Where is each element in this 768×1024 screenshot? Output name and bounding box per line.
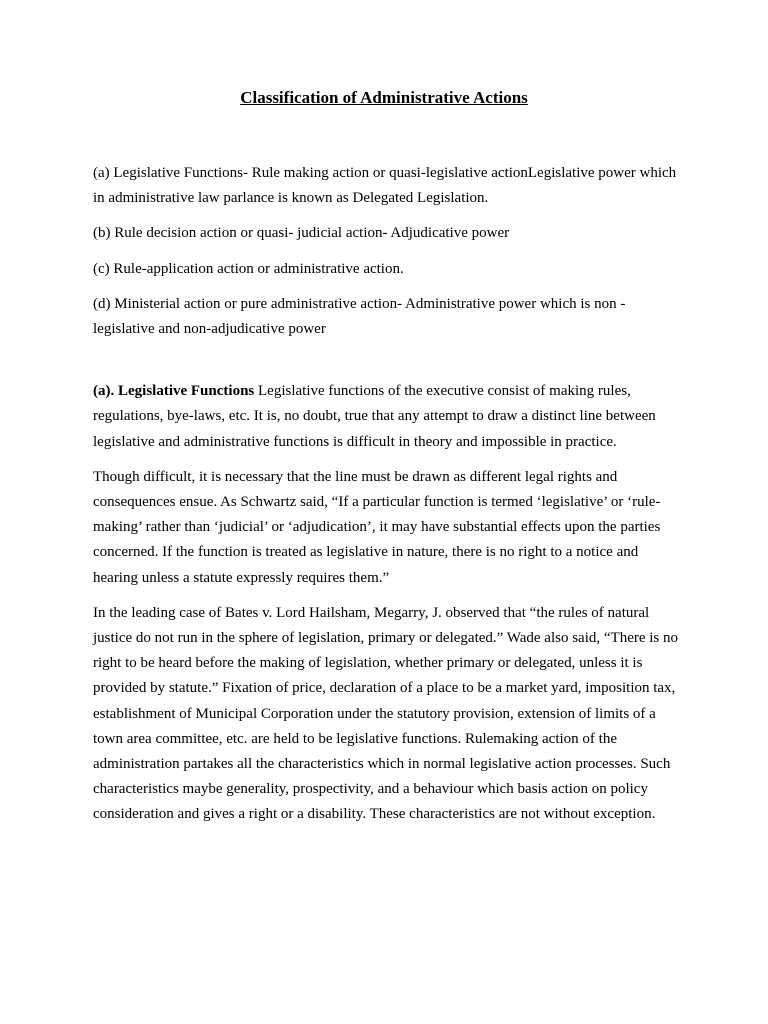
section-a-intro: Legislative functions of the executive consist of making rules, regulations, bye-laws, etc. It is, no doubt, true that any attempt to draw a distinct line between legislative and administrative functions is difficult in theory and impossible in practice. (93, 383, 656, 450)
page-title: Classification of Administrative Actions (240, 88, 528, 107)
document-body (93, 161, 683, 838)
list-item-d: (d) Ministerial action or pure administrative action- Administrative power which is non -legislative and non-adjudicative power (93, 295, 626, 338)
list-item-b: (b) Rule decision action or quasi- judicial action- Adjudicative power (93, 225, 510, 242)
section-a-paragraph-2: Though difficult, it is necessary that the line must be drawn as different legal rights and consequences ensue. As Schwartz said, “If a particular function is termed ‘legislative’ or ‘rule-making’ rather than ‘judicial’ or ‘adjudication’, it may have substantial effects upon the parties concerned. If the function is treated as legislative in nature, there is no right to a notice and hearing unless a statute expressly requires them.” (93, 468, 661, 586)
list-item-c: (c) Rule-application action or administrative action. (93, 260, 404, 277)
section-a-paragraph-3: In the leading case of Bates v. Lord Hailsham, Megarry, J. observed that “the rules of natural justice do not run in the sphere of legislation, primary or delegated.” Wade also said, “There is no right to be heard before the making of legislation, whether primary or delegated, unless it is provided by statute.” Fixation of price, declaration of a place to be a market yard, imposition tax, establishment of Municipal Corporation under the statutory provision, extension of limits of a town area committee, etc. are held to be legislative functions. Rulemaking action of the administration partakes all the characteristics which in normal legislative action processes. Such characteristics maybe generality, prospectivity, and a behaviour which basis action on policy consideration and gives a right or a disability. These characteristics are not without exception. (93, 604, 679, 823)
list-item-a: (a) Legislative Functions- Rule making action or quasi-legislative actionLegislative power which in administrative law parlance is known as Delegated Legislation. (93, 165, 677, 207)
section-a-heading: (a). Legislative Functions (93, 383, 255, 400)
section-a-paragraph-1 (93, 379, 683, 455)
